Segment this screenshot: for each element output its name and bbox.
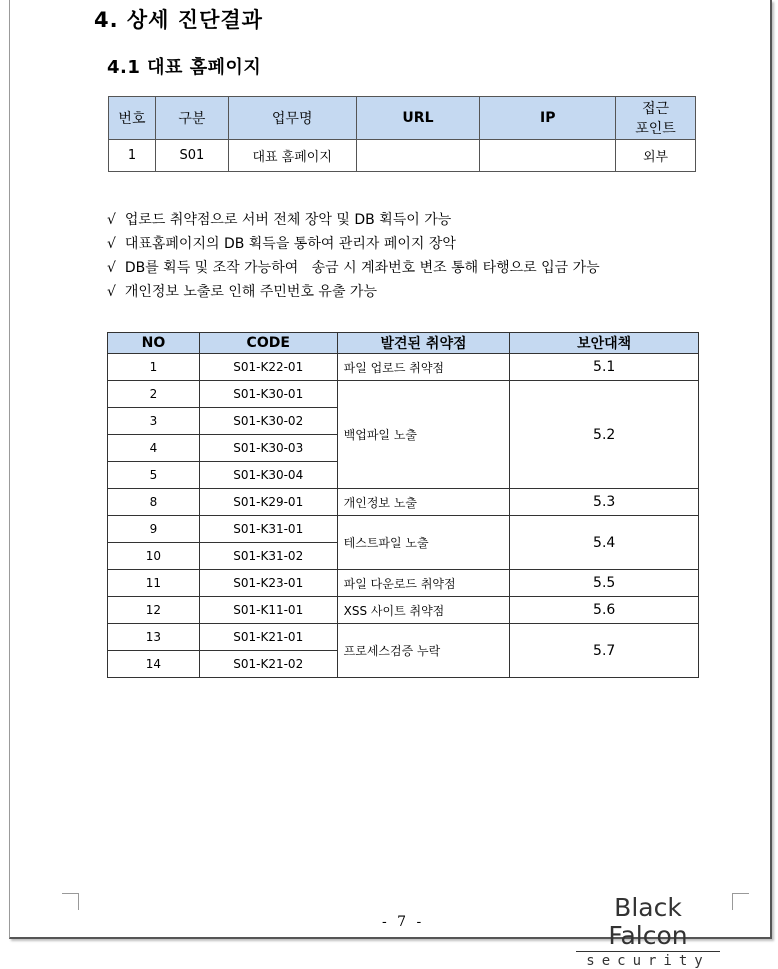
black-falcon-logo [574, 894, 722, 969]
header-name: 업무명 [228, 97, 356, 140]
cell-no: 14 [108, 651, 200, 678]
logo-main-text: Black Falcon [608, 893, 688, 950]
system-table [108, 96, 696, 172]
cell-measure: 5.3 [510, 489, 699, 516]
cell-code: S01-K31-02 [199, 543, 337, 570]
page-number: - 7 - [382, 914, 425, 930]
list-item: √ 개인정보 노출로 인해 주민번호 유출 가능 [107, 284, 377, 300]
list-item: √ 업로드 취약점으로 서버 전체 장악 및 DB 획득이 가능 [107, 212, 452, 228]
list-item: √ 대표홈페이지의 DB 획득을 통하여 관리자 페이지 장악 [107, 236, 456, 252]
cell-code: S01-K30-02 [199, 408, 337, 435]
cell-access: 외부 [616, 140, 696, 172]
cell-ip [480, 140, 616, 172]
cell-no: 3 [108, 408, 200, 435]
header-url: URL [356, 97, 480, 140]
page-corner-mark-left [62, 893, 79, 910]
cell-no: 10 [108, 543, 200, 570]
cell-code: S01-K23-01 [199, 570, 337, 597]
table-row [108, 354, 699, 381]
cell-code: S01-K30-01 [199, 381, 337, 408]
cell-no: 11 [108, 570, 200, 597]
cell-url [356, 140, 480, 172]
cell-vulnerability: 파일 업로드 취약점 [337, 354, 510, 381]
cell-measure: 5.4 [510, 516, 699, 570]
vulnerability-table-header [108, 333, 699, 354]
table-row [108, 489, 699, 516]
cell-no: 2 [108, 381, 200, 408]
cell-measure: 5.1 [510, 354, 699, 381]
logo-divider [576, 951, 720, 952]
logo-sub-text: security [586, 953, 710, 969]
table-row [109, 140, 696, 172]
cell-vulnerability: 개인정보 노출 [337, 489, 510, 516]
header-access-line1: 접근 [642, 101, 670, 117]
cell-code: S01-K30-04 [199, 462, 337, 489]
cell-gubun: S01 [155, 140, 228, 172]
cell-measure: 5.5 [510, 570, 699, 597]
cell-code: S01-K29-01 [199, 489, 337, 516]
header-no: 번호 [109, 97, 156, 140]
cell-measure: 5.2 [510, 381, 699, 489]
header-no: NO [108, 333, 200, 354]
cell-vulnerability: 파일 다운로드 취약점 [337, 570, 510, 597]
cell-code: S01-K30-03 [199, 435, 337, 462]
table-row [108, 597, 699, 624]
header-access [616, 97, 696, 140]
cell-no: 12 [108, 597, 200, 624]
cell-code: S01-K22-01 [199, 354, 337, 381]
cell-code: S01-K11-01 [199, 597, 337, 624]
header-gubun: 구분 [155, 97, 228, 140]
cell-vulnerability: 프로세스검증 누락 [337, 624, 510, 678]
header-access-line2: 포인트 [635, 121, 676, 137]
cell-vulnerability: 테스트파일 노출 [337, 516, 510, 570]
subsection-heading: 4.1 대표 홈페이지 [107, 57, 262, 78]
header-vulnerability: 발견된 취약점 [337, 333, 510, 354]
cell-no: 8 [108, 489, 200, 516]
cell-no: 1 [108, 354, 200, 381]
cell-name: 대표 홈페이지 [228, 140, 356, 172]
header-ip: IP [480, 97, 616, 140]
cell-no: 1 [109, 140, 156, 172]
table-row [108, 624, 699, 651]
page-corner-mark-right [732, 893, 749, 910]
system-table-header [109, 97, 696, 140]
cell-vulnerability: 백업파일 노출 [337, 381, 510, 489]
section-heading: 4. 상세 진단결과 [94, 8, 263, 32]
cell-no: 13 [108, 624, 200, 651]
table-row [108, 516, 699, 543]
table-row [108, 570, 699, 597]
cell-measure: 5.6 [510, 597, 699, 624]
cell-no: 4 [108, 435, 200, 462]
table-row [108, 381, 699, 408]
header-code: CODE [199, 333, 337, 354]
cell-measure: 5.7 [510, 624, 699, 678]
cell-no: 9 [108, 516, 200, 543]
cell-code: S01-K21-01 [199, 624, 337, 651]
list-item: √ DB를 획득 및 조작 가능하여 송금 시 계좌번호 변조 통해 타행으로 입금 가능 [107, 260, 600, 276]
header-measure: 보안대책 [510, 333, 699, 354]
cell-code: S01-K21-02 [199, 651, 337, 678]
findings-bullet-list [107, 208, 600, 304]
cell-no: 5 [108, 462, 200, 489]
cell-code: S01-K31-01 [199, 516, 337, 543]
vulnerability-table [107, 332, 699, 678]
cell-vulnerability: XSS 사이트 취약점 [337, 597, 510, 624]
